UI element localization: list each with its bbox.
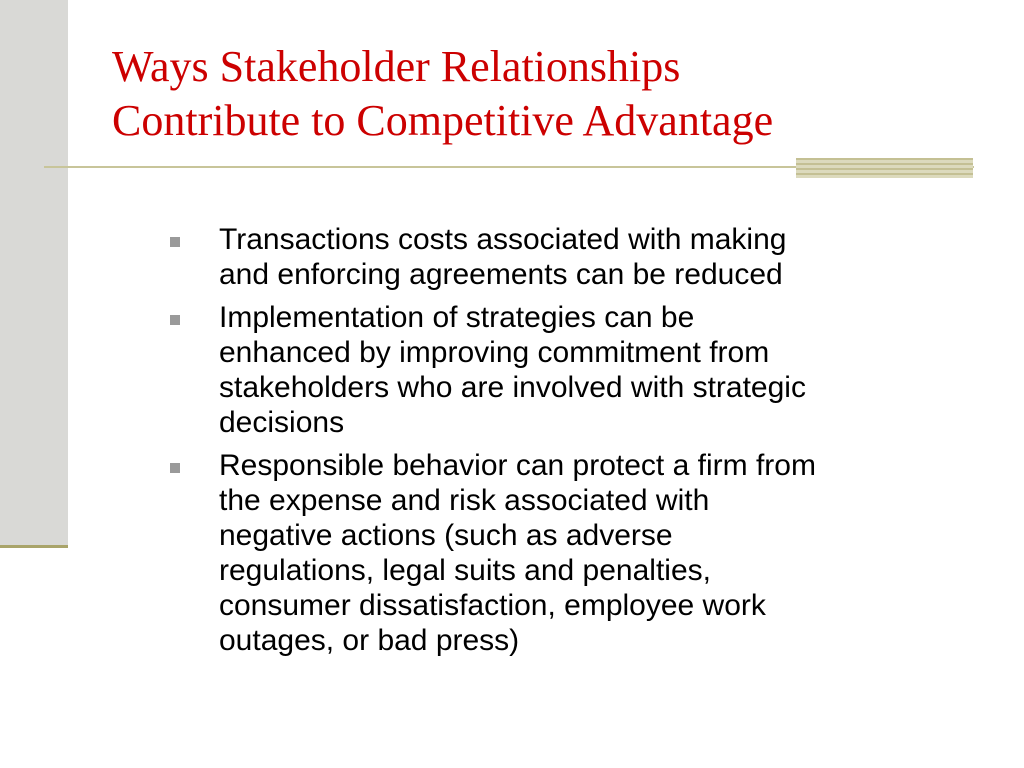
square-bullet-icon (170, 315, 180, 325)
bullet-item (168, 448, 968, 658)
bullet-line: Responsible behavior can protect a firm from (219, 449, 816, 482)
slide-title-line: Contribute to Competitive Advantage (112, 96, 774, 145)
bullet-line: stakeholders who are involved with strategic (219, 371, 806, 404)
bullet-item (168, 222, 968, 292)
title-striped-accent (796, 158, 973, 178)
slide-title (112, 40, 992, 148)
bullet-line: decisions (219, 406, 345, 439)
square-bullet-icon (170, 237, 180, 247)
slide-title-line: Ways Stakeholder Relationships (112, 42, 681, 91)
bullet-text (219, 222, 968, 292)
bullet-text (219, 448, 968, 658)
bullet-list (168, 222, 968, 666)
square-bullet-icon (170, 463, 180, 473)
bullet-line: negative actions (such as adverse (219, 519, 673, 552)
bullet-line: enhanced by improving commitment from (219, 336, 770, 369)
bullet-line: outages, or bad press) (219, 624, 520, 657)
bullet-line: the expense and risk associated with (219, 484, 710, 517)
bullet-line: Implementation of strategies can be (219, 301, 695, 334)
left-band-rule (0, 545, 68, 548)
bullet-item (168, 300, 968, 440)
bullet-line: Transactions costs associated with making (219, 223, 787, 256)
bullet-line: consumer dissatisfaction, employee work (219, 589, 766, 622)
bullet-line: and enforcing agreements can be reduced (219, 258, 783, 291)
bullet-text (219, 300, 968, 440)
left-decorative-band (0, 0, 68, 545)
bullet-line: regulations, legal suits and penalties, (219, 554, 711, 587)
